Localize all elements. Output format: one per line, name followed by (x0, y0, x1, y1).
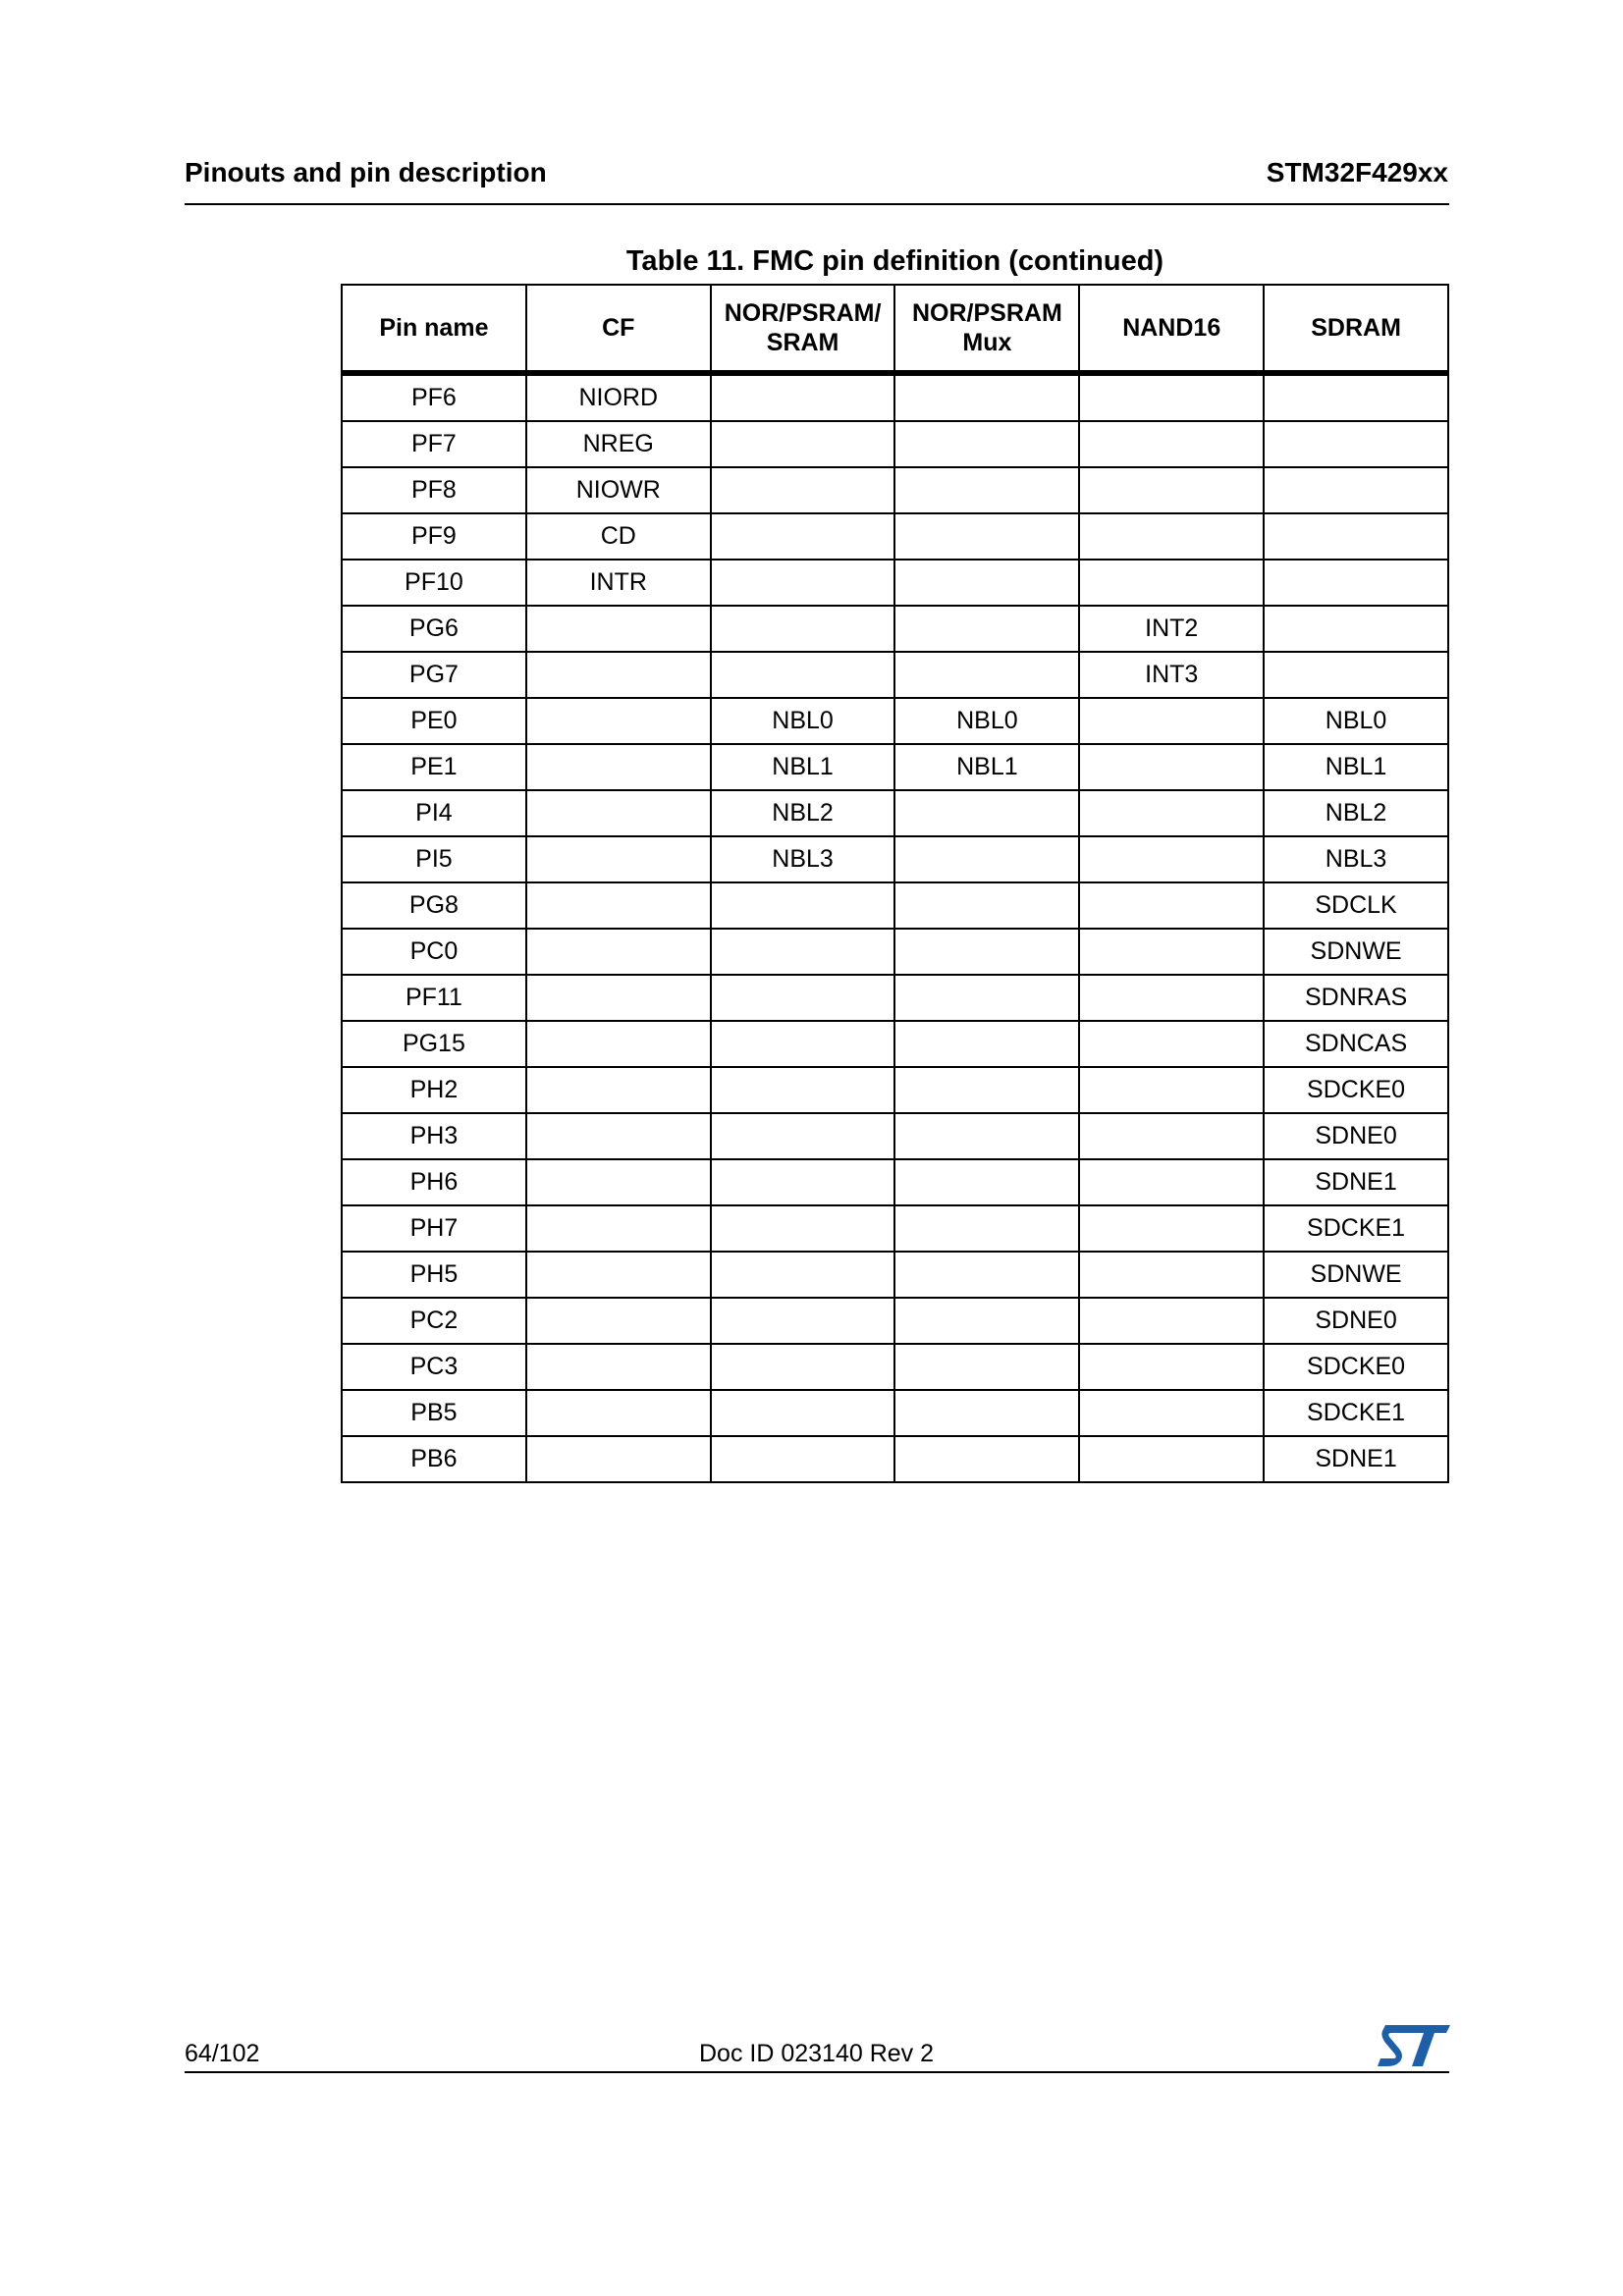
signal-cell (711, 1159, 895, 1205)
signal-cell (1079, 1205, 1264, 1252)
pin-name-cell: PC3 (342, 1344, 526, 1390)
table-row (342, 929, 1448, 975)
signal-cell (526, 882, 711, 929)
signal-cell (894, 1298, 1079, 1344)
table-row (342, 421, 1448, 467)
pin-name-cell: PH5 (342, 1252, 526, 1298)
signal-cell (1264, 421, 1448, 467)
table-title: Table 11. FMC pin definition (continued) (625, 245, 1164, 277)
signal-cell (526, 652, 711, 698)
signal-cell (711, 929, 895, 975)
signal-cell (711, 1344, 895, 1390)
signal-cell (711, 1021, 895, 1067)
table-row (342, 1067, 1448, 1113)
signal-cell (1079, 1067, 1264, 1113)
signal-cell (1264, 652, 1448, 698)
signal-cell (526, 975, 711, 1021)
table-row (342, 1021, 1448, 1067)
signal-cell (1264, 560, 1448, 606)
pin-name-cell: PB6 (342, 1436, 526, 1482)
table-row (342, 1298, 1448, 1344)
signal-cell: NBL3 (1264, 836, 1448, 882)
signal-cell (711, 513, 895, 560)
signal-cell (1079, 1436, 1264, 1482)
table-row (342, 560, 1448, 606)
signal-cell (1079, 836, 1264, 882)
table-row (342, 1113, 1448, 1159)
table-row (342, 1252, 1448, 1298)
doc-id: Doc ID 023140 Rev 2 (699, 2040, 935, 2067)
signal-cell (526, 1344, 711, 1390)
signal-cell: SDCKE1 (1264, 1205, 1448, 1252)
table-row (342, 744, 1448, 790)
table-row (342, 698, 1448, 744)
device-name: STM32F429xx (1266, 157, 1448, 187)
footer-divider (185, 2071, 1449, 2073)
signal-cell (711, 652, 895, 698)
column-header: NOR/PSRAM Mux (894, 285, 1079, 373)
signal-cell: NBL2 (1264, 790, 1448, 836)
column-header: Pin name (342, 285, 526, 373)
signal-cell: NBL1 (711, 744, 895, 790)
signal-cell (894, 421, 1079, 467)
signal-cell (1079, 1390, 1264, 1436)
signal-cell: NBL1 (894, 744, 1079, 790)
signal-cell (894, 836, 1079, 882)
signal-cell (1264, 606, 1448, 652)
signal-cell: NIOWR (526, 467, 711, 513)
table-row (342, 513, 1448, 560)
pin-name-cell: PH6 (342, 1159, 526, 1205)
signal-cell (894, 929, 1079, 975)
signal-cell (711, 606, 895, 652)
signal-cell: NBL0 (711, 698, 895, 744)
signal-cell (526, 1252, 711, 1298)
signal-cell (526, 1298, 711, 1344)
signal-cell: SDNWE (1264, 1252, 1448, 1298)
table-row (342, 975, 1448, 1021)
signal-cell (526, 1067, 711, 1113)
pin-name-cell: PF7 (342, 421, 526, 467)
pin-name-cell: PE1 (342, 744, 526, 790)
column-header: NOR/PSRAM/ SRAM (711, 285, 895, 373)
signal-cell (894, 1159, 1079, 1205)
signal-cell: SDCKE0 (1264, 1344, 1448, 1390)
table-row (342, 1344, 1448, 1390)
header-divider (185, 203, 1449, 205)
signal-cell: NBL3 (711, 836, 895, 882)
signal-cell (894, 882, 1079, 929)
signal-cell (1079, 744, 1264, 790)
signal-cell (894, 1205, 1079, 1252)
signal-cell (711, 1205, 895, 1252)
section-title: Pinouts and pin description (185, 157, 547, 187)
signal-cell (894, 606, 1079, 652)
table-body (342, 373, 1448, 1482)
signal-cell (711, 975, 895, 1021)
signal-cell: SDCKE0 (1264, 1067, 1448, 1113)
signal-cell (526, 744, 711, 790)
signal-cell: SDNE0 (1264, 1113, 1448, 1159)
pin-name-cell: PF11 (342, 975, 526, 1021)
signal-cell (711, 373, 895, 421)
pin-name-cell: PG7 (342, 652, 526, 698)
signal-cell (1079, 1021, 1264, 1067)
table-row (342, 373, 1448, 421)
signal-cell: SDNE1 (1264, 1436, 1448, 1482)
signal-cell (1079, 560, 1264, 606)
pin-name-cell: PG15 (342, 1021, 526, 1067)
signal-cell: INT2 (1079, 606, 1264, 652)
signal-cell (894, 1113, 1079, 1159)
signal-cell (894, 975, 1079, 1021)
table-row (342, 652, 1448, 698)
pin-name-cell: PI4 (342, 790, 526, 836)
signal-cell: NIORD (526, 373, 711, 421)
signal-cell: SDNRAS (1264, 975, 1448, 1021)
table-row (342, 1205, 1448, 1252)
signal-cell (894, 1390, 1079, 1436)
signal-cell: SDNE0 (1264, 1298, 1448, 1344)
signal-cell (894, 373, 1079, 421)
signal-cell (1079, 790, 1264, 836)
signal-cell (1079, 975, 1264, 1021)
signal-cell (711, 1252, 895, 1298)
signal-cell: SDCKE1 (1264, 1390, 1448, 1436)
signal-cell (526, 1021, 711, 1067)
signal-cell (1079, 882, 1264, 929)
table-row (342, 1436, 1448, 1482)
pin-name-cell: PF10 (342, 560, 526, 606)
signal-cell (1079, 513, 1264, 560)
signal-cell: SDNWE (1264, 929, 1448, 975)
signal-cell (526, 790, 711, 836)
pin-name-cell: PH2 (342, 1067, 526, 1113)
table-row (342, 836, 1448, 882)
signal-cell (526, 836, 711, 882)
column-header: CF (526, 285, 711, 373)
signal-cell (894, 1021, 1079, 1067)
signal-cell: SDNCAS (1264, 1021, 1448, 1067)
st-logo-icon (1378, 2025, 1450, 2066)
signal-cell (1079, 1298, 1264, 1344)
signal-cell (526, 1205, 711, 1252)
signal-cell: SDNE1 (1264, 1159, 1448, 1205)
signal-cell (894, 467, 1079, 513)
signal-cell (526, 1390, 711, 1436)
signal-cell (894, 790, 1079, 836)
pin-name-cell: PB5 (342, 1390, 526, 1436)
column-header: SDRAM (1264, 285, 1448, 373)
signal-cell (526, 1436, 711, 1482)
table-row (342, 606, 1448, 652)
signal-cell (711, 421, 895, 467)
signal-cell: NBL2 (711, 790, 895, 836)
pin-name-cell: PG6 (342, 606, 526, 652)
signal-cell: NBL0 (1264, 698, 1448, 744)
signal-cell (1079, 929, 1264, 975)
signal-cell (894, 1252, 1079, 1298)
signal-cell (894, 560, 1079, 606)
signal-cell (1264, 373, 1448, 421)
pin-name-cell: PC2 (342, 1298, 526, 1344)
signal-cell (894, 652, 1079, 698)
signal-cell (711, 1436, 895, 1482)
signal-cell: NBL0 (894, 698, 1079, 744)
signal-cell: NREG (526, 421, 711, 467)
pin-name-cell: PE0 (342, 698, 526, 744)
signal-cell (1264, 513, 1448, 560)
table-row (342, 467, 1448, 513)
pin-name-cell: PC0 (342, 929, 526, 975)
signal-cell: INTR (526, 560, 711, 606)
signal-cell (1079, 373, 1264, 421)
signal-cell (711, 560, 895, 606)
signal-cell (1079, 1344, 1264, 1390)
signal-cell (894, 1067, 1079, 1113)
signal-cell (711, 467, 895, 513)
signal-cell (526, 929, 711, 975)
pin-name-cell: PI5 (342, 836, 526, 882)
pin-name-cell: PH7 (342, 1205, 526, 1252)
signal-cell (711, 1390, 895, 1436)
pin-name-cell: PF8 (342, 467, 526, 513)
signal-cell (711, 882, 895, 929)
signal-cell (894, 1344, 1079, 1390)
signal-cell (1079, 1252, 1264, 1298)
table-row (342, 790, 1448, 836)
signal-cell (526, 606, 711, 652)
signal-cell (894, 513, 1079, 560)
signal-cell (526, 698, 711, 744)
pin-name-cell: PH3 (342, 1113, 526, 1159)
table-row (342, 882, 1448, 929)
signal-cell (1079, 1159, 1264, 1205)
signal-cell (711, 1067, 895, 1113)
signal-cell (526, 1113, 711, 1159)
signal-cell (711, 1298, 895, 1344)
signal-cell (526, 1159, 711, 1205)
table-row (342, 1159, 1448, 1205)
signal-cell (894, 1436, 1079, 1482)
signal-cell: INT3 (1079, 652, 1264, 698)
signal-cell (1079, 1113, 1264, 1159)
page-number: 64/102 (185, 2040, 260, 2067)
fmc-pin-table (341, 284, 1449, 1483)
signal-cell (1264, 467, 1448, 513)
pin-name-cell: PF9 (342, 513, 526, 560)
table-header-row (342, 285, 1448, 373)
column-header: NAND16 (1079, 285, 1264, 373)
table-row (342, 1390, 1448, 1436)
pin-name-cell: PG8 (342, 882, 526, 929)
signal-cell: CD (526, 513, 711, 560)
pin-name-cell: PF6 (342, 373, 526, 421)
signal-cell: SDCLK (1264, 882, 1448, 929)
signal-cell (1079, 421, 1264, 467)
signal-cell (1079, 698, 1264, 744)
signal-cell: NBL1 (1264, 744, 1448, 790)
signal-cell (711, 1113, 895, 1159)
signal-cell (1079, 467, 1264, 513)
